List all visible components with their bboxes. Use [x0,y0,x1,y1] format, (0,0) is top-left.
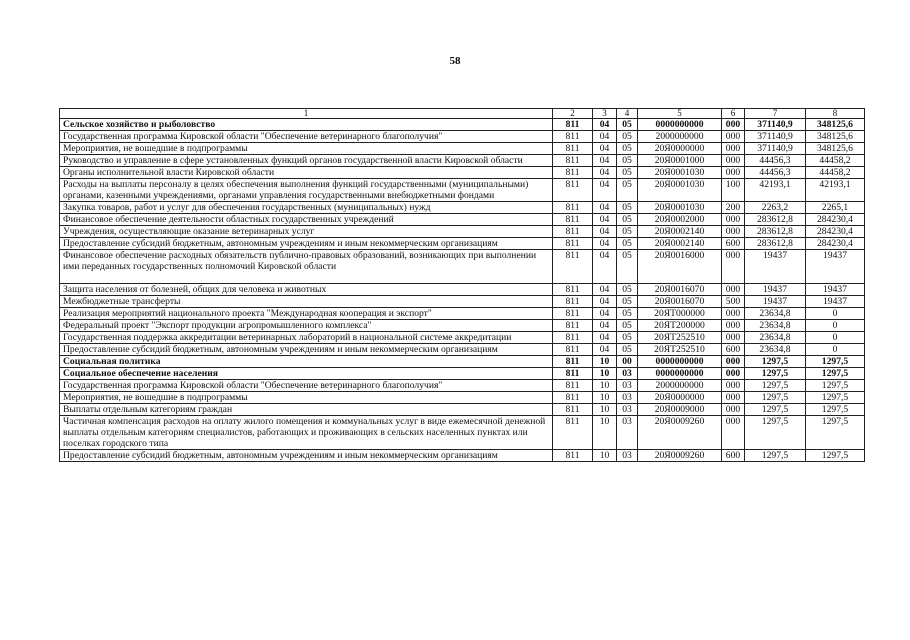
subsection-code-cell: 05 [617,155,638,167]
table-row [60,143,865,155]
amount-year2-cell: 1297,5 [806,356,865,368]
row-name-cell: Руководство и управление в сфере установленных функций органов государственной власти Кировской области [60,155,553,167]
amount-year1-cell: 23634,8 [745,344,806,356]
amount-year1-cell: 1297,5 [745,450,806,462]
section-code-cell: 10 [593,368,617,380]
table-row [60,119,865,131]
header-cell: 7 [745,109,806,119]
expense-type-cell: 000 [722,368,745,380]
row-name-cell: Социальная политика [60,356,553,368]
section-code-cell: 04 [593,238,617,250]
amount-year2-cell: 44458,2 [806,167,865,179]
subsection-code-cell: 05 [617,167,638,179]
row-name-cell: Мероприятия, не вошедшие в подпрограммы [60,392,553,404]
expense-type-cell: 000 [722,226,745,238]
expense-type-cell: 000 [722,143,745,155]
target-article-cell: 20Я0001030 [638,202,722,214]
column-number-header-row [60,109,865,119]
section-code-cell: 04 [593,214,617,226]
amount-year1-cell: 19437 [745,250,806,284]
row-name-cell: Финансовое обеспечение деятельности областных государственных учреждений [60,214,553,226]
ministry-code-cell: 811 [553,344,593,356]
expense-type-cell: 600 [722,450,745,462]
subsection-code-cell: 05 [617,143,638,155]
subsection-code-cell: 05 [617,119,638,131]
table-row [60,202,865,214]
target-article-cell: 20Я0001030 [638,179,722,202]
table-row [60,226,865,238]
amount-year1-cell: 371140,9 [745,143,806,155]
expense-type-cell: 000 [722,119,745,131]
amount-year1-cell: 23634,8 [745,332,806,344]
ministry-code-cell: 811 [553,226,593,238]
ministry-code-cell: 811 [553,202,593,214]
header-cell: 4 [617,109,638,119]
expense-type-cell: 100 [722,179,745,202]
row-name-cell: Государственная программа Кировской области "Обеспечение ветеринарного благополучия" [60,131,553,143]
ministry-code-cell: 811 [553,143,593,155]
row-name-cell: Государственная поддержка аккредитации ветеринарных лабораторий в национальной системе аккредитации [60,332,553,344]
expense-type-cell: 000 [722,380,745,392]
target-article-cell: 20ЯТ000000 [638,308,722,320]
amount-year1-cell: 283612,8 [745,214,806,226]
row-name-cell: Защита населения от болезней, общих для человека и животных [60,284,553,296]
table-row [60,450,865,462]
amount-year2-cell: 19437 [806,250,865,284]
expense-type-cell: 000 [722,131,745,143]
table-row [60,392,865,404]
ministry-code-cell: 811 [553,404,593,416]
header-cell: 3 [593,109,617,119]
amount-year1-cell: 1297,5 [745,368,806,380]
expense-type-cell: 000 [722,320,745,332]
section-code-cell: 04 [593,284,617,296]
row-name-cell: Мероприятия, не вошедшие в подпрограммы [60,143,553,155]
target-article-cell: 20ЯТ252510 [638,344,722,356]
section-code-cell: 04 [593,202,617,214]
amount-year2-cell: 284230,4 [806,238,865,250]
table-row [60,332,865,344]
amount-year2-cell: 348125,6 [806,131,865,143]
subsection-code-cell: 05 [617,250,638,284]
table-row [60,284,865,296]
amount-year2-cell: 284230,4 [806,226,865,238]
subsection-code-cell: 05 [617,202,638,214]
expense-type-cell: 000 [722,356,745,368]
table-row [60,250,865,284]
amount-year2-cell: 1297,5 [806,450,865,462]
target-article-cell: 20Я0016000 [638,250,722,284]
ministry-code-cell: 811 [553,356,593,368]
target-article-cell: 20Я0009000 [638,404,722,416]
expense-type-cell: 600 [722,238,745,250]
expense-type-cell: 000 [722,392,745,404]
section-code-cell: 04 [593,332,617,344]
subsection-code-cell: 05 [617,320,638,332]
ministry-code-cell: 811 [553,368,593,380]
ministry-code-cell: 811 [553,308,593,320]
table-row [60,416,865,450]
subsection-code-cell: 05 [617,284,638,296]
row-name-cell: Учреждения, осуществляющие оказание ветеринарных услуг [60,226,553,238]
amount-year2-cell: 0 [806,344,865,356]
header-cell: 1 [60,109,553,119]
table-row [60,238,865,250]
section-code-cell: 10 [593,380,617,392]
subsection-code-cell: 05 [617,344,638,356]
table-row [60,214,865,226]
table-row [60,344,865,356]
subsection-code-cell: 05 [617,179,638,202]
target-article-cell: 20Я0009260 [638,416,722,450]
section-code-cell: 04 [593,226,617,238]
amount-year1-cell: 44456,3 [745,155,806,167]
subsection-code-cell: 05 [617,238,638,250]
table-row [60,308,865,320]
subsection-code-cell: 05 [617,296,638,308]
subsection-code-cell: 03 [617,368,638,380]
amount-year1-cell: 1297,5 [745,416,806,450]
target-article-cell: 20Я0002140 [638,226,722,238]
target-article-cell: 20Я0000000 [638,392,722,404]
ministry-code-cell: 811 [553,380,593,392]
expense-type-cell: 000 [722,284,745,296]
target-article-cell: 20ЯТ252510 [638,332,722,344]
row-name-cell: Государственная программа Кировской области "Обеспечение ветеринарного благополучия" [60,380,553,392]
ministry-code-cell: 811 [553,296,593,308]
target-article-cell: 20Я0002140 [638,238,722,250]
row-name-cell: Закупка товаров, работ и услуг для обеспечения государственных (муниципальных) нужд [60,202,553,214]
table-row [60,380,865,392]
amount-year2-cell: 348125,6 [806,143,865,155]
ministry-code-cell: 811 [553,119,593,131]
row-name-cell: Предоставление субсидий бюджетным, автономным учреждениям и иным некоммерческим организациям [60,238,553,250]
target-article-cell: 0000000000 [638,356,722,368]
table-row [60,368,865,380]
section-code-cell: 04 [593,167,617,179]
section-code-cell: 10 [593,404,617,416]
section-code-cell: 04 [593,250,617,284]
row-name-cell: Выплаты отдельным категориям граждан [60,404,553,416]
amount-year2-cell: 0 [806,332,865,344]
subsection-code-cell: 05 [617,131,638,143]
amount-year2-cell: 42193,1 [806,179,865,202]
section-code-cell: 10 [593,392,617,404]
table-row [60,404,865,416]
ministry-code-cell: 811 [553,214,593,226]
amount-year2-cell: 19437 [806,284,865,296]
subsection-code-cell: 03 [617,380,638,392]
section-code-cell: 04 [593,344,617,356]
subsection-code-cell: 03 [617,416,638,450]
section-code-cell: 04 [593,131,617,143]
expense-type-cell: 000 [722,167,745,179]
row-name-cell: Сельское хозяйство и рыболовство [60,119,553,131]
target-article-cell: 20Я0002000 [638,214,722,226]
header-cell: 5 [638,109,722,119]
table-row [60,155,865,167]
amount-year2-cell: 44458,2 [806,155,865,167]
page-number: 58 [449,55,461,67]
ministry-code-cell: 811 [553,238,593,250]
amount-year1-cell: 23634,8 [745,320,806,332]
amount-year1-cell: 1297,5 [745,356,806,368]
amount-year2-cell: 19437 [806,296,865,308]
row-name-cell: Социальное обеспечение населения [60,368,553,380]
amount-year1-cell: 283612,8 [745,238,806,250]
subsection-code-cell: 05 [617,332,638,344]
amount-year2-cell: 284230,4 [806,214,865,226]
amount-year1-cell: 42193,1 [745,179,806,202]
amount-year2-cell: 1297,5 [806,404,865,416]
target-article-cell: 20Я0000000 [638,143,722,155]
expense-type-cell: 200 [722,202,745,214]
table-row [60,356,865,368]
section-code-cell: 04 [593,320,617,332]
section-code-cell: 10 [593,450,617,462]
section-code-cell: 04 [593,179,617,202]
section-code-cell: 04 [593,143,617,155]
amount-year1-cell: 2263,2 [745,202,806,214]
subsection-code-cell: 00 [617,356,638,368]
expense-type-cell: 000 [722,332,745,344]
amount-year2-cell: 1297,5 [806,368,865,380]
amount-year2-cell: 1297,5 [806,380,865,392]
ministry-code-cell: 811 [553,155,593,167]
target-article-cell: 20Я0016070 [638,296,722,308]
amount-year1-cell: 23634,8 [745,308,806,320]
table-row [60,167,865,179]
amount-year2-cell: 1297,5 [806,416,865,450]
ministry-code-cell: 811 [553,131,593,143]
section-code-cell: 04 [593,155,617,167]
header-cell: 8 [806,109,865,119]
section-code-cell: 04 [593,296,617,308]
subsection-code-cell: 05 [617,214,638,226]
expense-type-cell: 500 [722,296,745,308]
row-name-cell: Реализация мероприятий национального проекта "Международная кооперация и экспорт" [60,308,553,320]
target-article-cell: 20Я0016070 [638,284,722,296]
table-row [60,296,865,308]
expense-type-cell: 000 [722,155,745,167]
amount-year1-cell: 371140,9 [745,119,806,131]
target-article-cell: 2000000000 [638,131,722,143]
target-article-cell: 0000000000 [638,119,722,131]
expense-type-cell: 000 [722,214,745,226]
subsection-code-cell: 05 [617,308,638,320]
amount-year1-cell: 19437 [745,284,806,296]
target-article-cell: 0000000000 [638,368,722,380]
ministry-code-cell: 811 [553,416,593,450]
header-cell: 6 [722,109,745,119]
amount-year2-cell: 1297,5 [806,392,865,404]
row-name-cell: Предоставление субсидий бюджетным, автономным учреждениям и иным некоммерческим организациям [60,450,553,462]
target-article-cell: 2000000000 [638,380,722,392]
expense-type-cell: 000 [722,308,745,320]
row-name-cell: Финансовое обеспечение расходных обязательств публично-правовых образований, возникающих при выполнении ими переданных государственных полномочий Кировской области [60,250,553,284]
amount-year1-cell: 19437 [745,296,806,308]
row-name-cell: Предоставление субсидий бюджетным, автономным учреждениям и иным некоммерческим организациям [60,344,553,356]
amount-year1-cell: 1297,5 [745,380,806,392]
expense-type-cell: 600 [722,344,745,356]
row-name-cell: Расходы на выплаты персоналу в целях обеспечения выполнения функций государственными (муниципальными) органами, казенными учреждениями, органами управления государственными внебюджетными фондами [60,179,553,202]
subsection-code-cell: 03 [617,404,638,416]
table-row [60,320,865,332]
row-name-cell: Федеральный проект "Экспорт продукции агропромышленного комплекса" [60,320,553,332]
budget-table [59,108,865,462]
amount-year2-cell: 0 [806,308,865,320]
ministry-code-cell: 811 [553,392,593,404]
row-name-cell: Частичная компенсация расходов на оплату жилого помещения и коммунальных услуг в виде ежемесячной денежной выплаты отдельным категориям специалистов, работающих и проживающих в сельских населенных пунктах или поселках городского типа [60,416,553,450]
ministry-code-cell: 811 [553,250,593,284]
expense-type-cell: 000 [722,416,745,450]
subsection-code-cell: 03 [617,392,638,404]
section-code-cell: 10 [593,416,617,450]
target-article-cell: 20Я0001000 [638,155,722,167]
amount-year1-cell: 1297,5 [745,392,806,404]
section-code-cell: 10 [593,356,617,368]
ministry-code-cell: 811 [553,284,593,296]
amount-year1-cell: 1297,5 [745,404,806,416]
target-article-cell: 20ЯТ200000 [638,320,722,332]
amount-year2-cell: 0 [806,320,865,332]
row-name-cell: Межбюджетные трансферты [60,296,553,308]
expense-type-cell: 000 [722,404,745,416]
section-code-cell: 04 [593,119,617,131]
amount-year1-cell: 371140,9 [745,131,806,143]
amount-year2-cell: 2265,1 [806,202,865,214]
header-cell: 2 [553,109,593,119]
amount-year1-cell: 283612,8 [745,226,806,238]
amount-year2-cell: 348125,6 [806,119,865,131]
table-row [60,131,865,143]
ministry-code-cell: 811 [553,320,593,332]
target-article-cell: 20Я0001030 [638,167,722,179]
expense-type-cell: 000 [722,250,745,284]
ministry-code-cell: 811 [553,167,593,179]
target-article-cell: 20Я0009260 [638,450,722,462]
ministry-code-cell: 811 [553,179,593,202]
amount-year1-cell: 44456,3 [745,167,806,179]
subsection-code-cell: 03 [617,450,638,462]
table-row [60,179,865,202]
section-code-cell: 04 [593,308,617,320]
ministry-code-cell: 811 [553,332,593,344]
ministry-code-cell: 811 [553,450,593,462]
subsection-code-cell: 05 [617,226,638,238]
row-name-cell: Органы исполнительной власти Кировской области [60,167,553,179]
